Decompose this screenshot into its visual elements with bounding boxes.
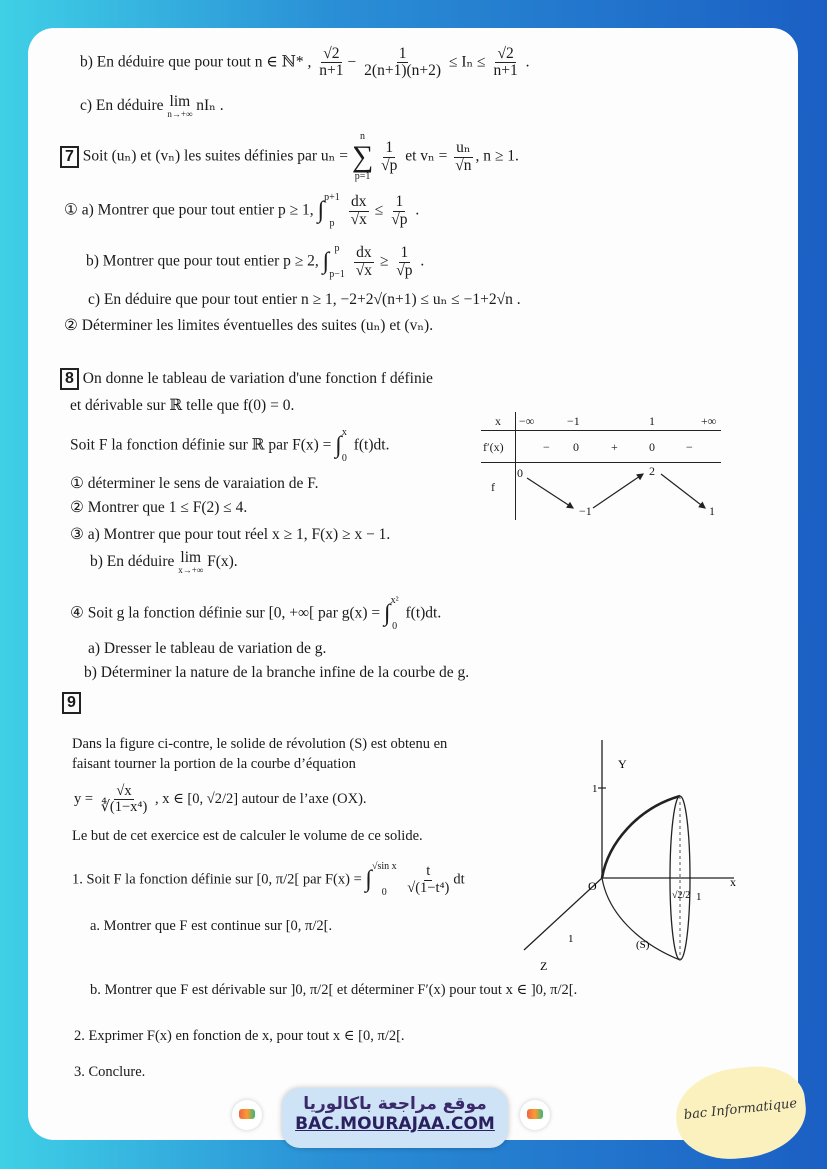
x-axis-label: x: [730, 875, 736, 889]
ex8-F-top: x: [341, 427, 347, 438]
x-one-label: 1: [696, 891, 702, 903]
site-logo-left: [232, 1100, 262, 1130]
ex6-b-frac1-num: √2: [323, 45, 340, 62]
ex6-b-prefix: b) En déduire que pour tout: [80, 53, 251, 71]
ex6-c-lim: lim: [169, 93, 191, 110]
ex8-F-integrand: f(t)dt.: [353, 436, 390, 454]
solid-label: (S): [636, 939, 650, 951]
z-one-label: 1: [568, 933, 574, 945]
ex7-v-def: et vₙ =: [405, 147, 448, 165]
ex6-question-b: b) En déduire que pour tout n ∈ ℕ* , $\frac{√2}{n+1}$ − $\frac{1}{2(n+1)(n+2)}$ ≤ Iₙ ≤ $\frac{√2}{n+1}$ .: [80, 45, 530, 80]
ex7-q1b-den: √x: [355, 261, 373, 279]
ex9-q1-frac: [405, 864, 451, 895]
table-f-value: 1: [709, 504, 715, 518]
integral-symbol: ∫: [322, 248, 330, 275]
ex7-sum: [352, 132, 373, 182]
ex9-eq-domain: , x ∈ [0, √2/2]: [154, 791, 239, 808]
solid-revolution-figure: [508, 728, 748, 973]
ex7-q1b-rden: √p: [396, 261, 413, 279]
ex9-paragraph-2: faisant tourner la portion de la courbe d’équation: [72, 756, 356, 772]
ex8-header: [60, 368, 433, 390]
ex9-eq-num: √x: [116, 783, 132, 799]
ex9-equation: [74, 784, 367, 815]
ex7-question-1a: ① a) Montrer que pour tout entier p ≥ 1, ∫ p+1 p $\frac{dx}{√x}$ ≤ $\frac{1}{√p}$ .: [64, 192, 420, 229]
ex7-q1a-bot: p: [329, 218, 335, 229]
ex9-paragraph-1: Dans la figure ci-contre, le solide de révolution (S) est obtenu en: [72, 736, 448, 752]
site-logo-right: [520, 1100, 550, 1130]
ex7-cond: , n ≥ 1.: [475, 147, 519, 165]
ex9-q1-prefix: 1. Soit F la fonction définie sur [0, π/2[ par F(x) =: [72, 871, 362, 888]
ex7-sum-top: n: [360, 131, 366, 142]
ex6-b-set: n ∈ ℕ*: [254, 53, 304, 71]
ex6-b-frac2-den: 2(n+1)(n+2): [364, 62, 442, 80]
ex8-q3b-limit: [178, 550, 203, 575]
ex8-question-3b: [90, 550, 238, 575]
y-one-label: 1: [592, 783, 598, 795]
ex6-c-limit: [167, 94, 192, 119]
ex7-intro: Soit (uₙ) et (vₙ) les suites définies par: [82, 147, 318, 165]
ex7-q1a-num: dx: [351, 193, 367, 211]
ex7-q1b-frac: [354, 245, 374, 279]
table-arrows: [481, 412, 721, 520]
ex6-c-expr: nIₙ .: [196, 96, 224, 114]
ex9-question-1: [72, 862, 465, 898]
integral-symbol: ∫: [365, 866, 372, 893]
ex8-F-bot: 0: [341, 453, 347, 464]
table-f-value: 2: [649, 464, 655, 478]
ex6-b-frac1-den: n+1: [319, 62, 344, 80]
ex8-question-2: ② Montrer que 1 ≤ F(2) ≤ 4.: [70, 499, 248, 516]
ex7-q1b-rel: ≥: [379, 252, 389, 270]
ex6-c-prefix: c) En déduire: [80, 96, 164, 114]
ex7-q1b-bounds: [329, 244, 345, 280]
table-x-value: +∞: [701, 414, 717, 428]
ex8-question-1: ① déterminer le sens de varaiation de F.: [70, 475, 319, 492]
ex9-q1-bounds: [372, 862, 397, 898]
ex6-b-frac2-num: 1: [398, 45, 407, 62]
ex6-b-frac1: [317, 46, 345, 80]
ex9-number-box: 9: [62, 692, 81, 714]
ex7-v-frac: [453, 140, 473, 174]
ex9-q1-bot: 0: [381, 887, 387, 898]
ex9-q1-dt: dt: [453, 871, 465, 888]
site-url-link[interactable]: BAC.MOURAJAA.COM: [295, 1114, 495, 1134]
ex8-intro-2: et dérivable sur ℝ telle que f(0) = 0.: [70, 397, 295, 414]
ex8-q4-bot: 0: [392, 621, 398, 632]
ex7-q1a-prefix: ① a) Montrer que pour tout entier p ≥ 1,: [64, 201, 314, 219]
ex9-q1-den: √(1−t⁴): [407, 879, 450, 896]
ex9-question-b: b. Montrer que F est dérivable sur ]0, π/2[ et déterminer F′(x) pour tout x ∈ ]0, π/2[.: [90, 982, 578, 998]
ex8-F-bounds: [342, 428, 347, 464]
table-f-value: −1: [579, 504, 592, 518]
ex7-u-den: √p: [381, 156, 398, 174]
ex7-q1a-rnum: 1: [395, 193, 404, 211]
ex7-question-1c: c) En déduire que pour tout entier n ≥ 1, −2+2√(n+1) ≤ uₙ ≤ −1+2√n .: [88, 291, 521, 308]
ex9-eq-y: y =: [74, 791, 94, 808]
ex9-eq-frac: [99, 784, 150, 815]
ex8-q4-bounds: [391, 596, 399, 632]
ex9-question-a: a. Montrer que F est continue sur [0, π/2[.: [90, 918, 333, 934]
ex7-q1b-rfrac: [394, 245, 414, 279]
ex7-u-num: 1: [385, 139, 394, 157]
exercise-sheet: [28, 28, 798, 1140]
ex6-question-c: [80, 94, 224, 119]
ex7-q1b-bot: p−1: [329, 269, 345, 280]
integral-symbol: ∫: [335, 432, 342, 459]
books-icon: [239, 1109, 255, 1119]
sqrt-mark-label: √2/2: [672, 890, 691, 901]
table-x-value: −1: [567, 414, 580, 428]
table-sign: 0: [649, 440, 655, 454]
ex8-q4-prefix: ④ Soit g la fonction définie sur [0, +∞[ par g(x) =: [70, 604, 381, 622]
books-icon: [527, 1109, 543, 1119]
ex9-question-2: 2. Exprimer F(x) en fonction de x, pour tout x ∈ [0, π/2[.: [74, 1028, 405, 1044]
y-axis-label: Y: [618, 757, 627, 771]
table-sign: +: [611, 440, 618, 454]
ex7-sum-bot: p=1: [354, 171, 371, 182]
ex7-question-2: ② Déterminer les limites éventuelles des suites (uₙ) et (vₙ).: [64, 317, 434, 334]
table-sign: −: [686, 440, 693, 454]
ex6-b-frac3-num: √2: [497, 45, 514, 62]
variation-table: [481, 412, 721, 520]
ex7-q1a-bounds: [324, 193, 340, 229]
ex7-v-den: √n: [455, 156, 472, 174]
ex9-header: [62, 692, 81, 714]
ex8-q3b-sub: x→+∞: [178, 564, 204, 575]
table-fprime-label: f′(x): [483, 440, 504, 454]
ex8-F-definition: [70, 428, 389, 464]
ex8-number-box: 8: [60, 368, 79, 390]
z-axis-label: Z: [540, 959, 548, 973]
ex7-u-def: uₙ =: [320, 147, 348, 165]
ex9-paragraph-3: Le but de cet exercice est de calculer le volume de ce solide.: [72, 828, 423, 844]
ex6-b-frac3-den: n+1: [493, 62, 518, 80]
ex9-q1-num: t: [426, 863, 431, 880]
table-sign: −: [543, 440, 550, 454]
site-arabic-name: موقع مراجعة باكالوريا: [303, 1094, 487, 1114]
ex8-question-3a: ③ a) Montrer que pour tout réel x ≥ 1, F(x) ≥ x − 1.: [70, 526, 391, 543]
origin-label: O: [588, 879, 597, 893]
ex7-q1a-den: √x: [350, 210, 367, 228]
ex8-q3b-lim: lim: [180, 549, 202, 566]
ex6-b-frac3: [491, 46, 519, 80]
ex9-q1-top: √sin x: [371, 861, 397, 872]
ex7-q1a-top: p+1: [324, 192, 340, 203]
ex7-q1a-rden: √p: [391, 210, 408, 228]
ex6-b-mid: ≤ Iₙ ≤: [448, 53, 486, 71]
ex8-question-4: [70, 596, 441, 632]
ex9-question-3: 3. Conclure.: [74, 1064, 146, 1080]
sigma-symbol: ∑: [351, 140, 374, 173]
ex7-q1b-num: dx: [356, 244, 372, 262]
site-badge[interactable]: [282, 1088, 508, 1148]
integral-symbol: ∫: [384, 600, 391, 627]
curve: [602, 796, 680, 878]
ex8-question-4b: b) Déterminer la nature de la branche infine de la courbe de g.: [84, 664, 470, 681]
table-x-value: 1: [649, 414, 655, 428]
table-x-value: −∞: [519, 414, 535, 428]
bac-informatique-text: bac Informatique: [683, 1096, 798, 1123]
ex7-number-box: 7: [60, 146, 79, 168]
ex7-q1b-top: p: [334, 243, 340, 254]
ex8-intro-1: On donne le tableau de variation d'une fonction f définie: [82, 370, 433, 387]
ex7-q1a-rel: ≤: [374, 201, 384, 219]
ex7-u-frac: [379, 140, 399, 174]
ex9-eq-axis: autour de l’axe (OX).: [241, 791, 367, 808]
ex8-q3b-expr: F(x).: [207, 552, 238, 570]
table-x-label: x: [495, 414, 501, 428]
ex7-q1a-frac: [349, 194, 369, 228]
integral-symbol: ∫: [317, 197, 325, 224]
ex8-F-prefix: Soit F la fonction définie sur ℝ par F(x) =: [70, 436, 332, 454]
table-f-value: 0: [517, 466, 523, 480]
ex7-q1b-rnum: 1: [400, 244, 409, 262]
ex7-q1b-prefix: b) Montrer que pour tout entier p ≥ 2,: [86, 252, 319, 270]
ex7-header: [60, 132, 519, 182]
ex6-b-frac2: [362, 46, 443, 80]
ex9-eq-den: ∜(1−x⁴): [100, 799, 148, 816]
ex8-question-4a: a) Dresser le tableau de variation de g.: [88, 640, 327, 657]
ex7-q1a-rfrac: [389, 194, 409, 228]
ex8-q4-integrand: f(t)dt.: [405, 604, 442, 622]
table-f-label: f: [491, 480, 495, 494]
ex8-q3b-prefix: b) En déduire: [90, 552, 175, 570]
ex7-v-num: uₙ: [456, 139, 471, 157]
ex8-q4-top: x²: [390, 595, 399, 606]
ex6-c-lim-sub: n→+∞: [167, 108, 193, 119]
ex7-question-1b: b) Montrer que pour tout entier p ≥ 2, ∫ p p−1 $\frac{dx}{√x}$ ≥ $\frac{1}{√p}$ .: [86, 243, 425, 280]
table-sign: 0: [573, 440, 579, 454]
